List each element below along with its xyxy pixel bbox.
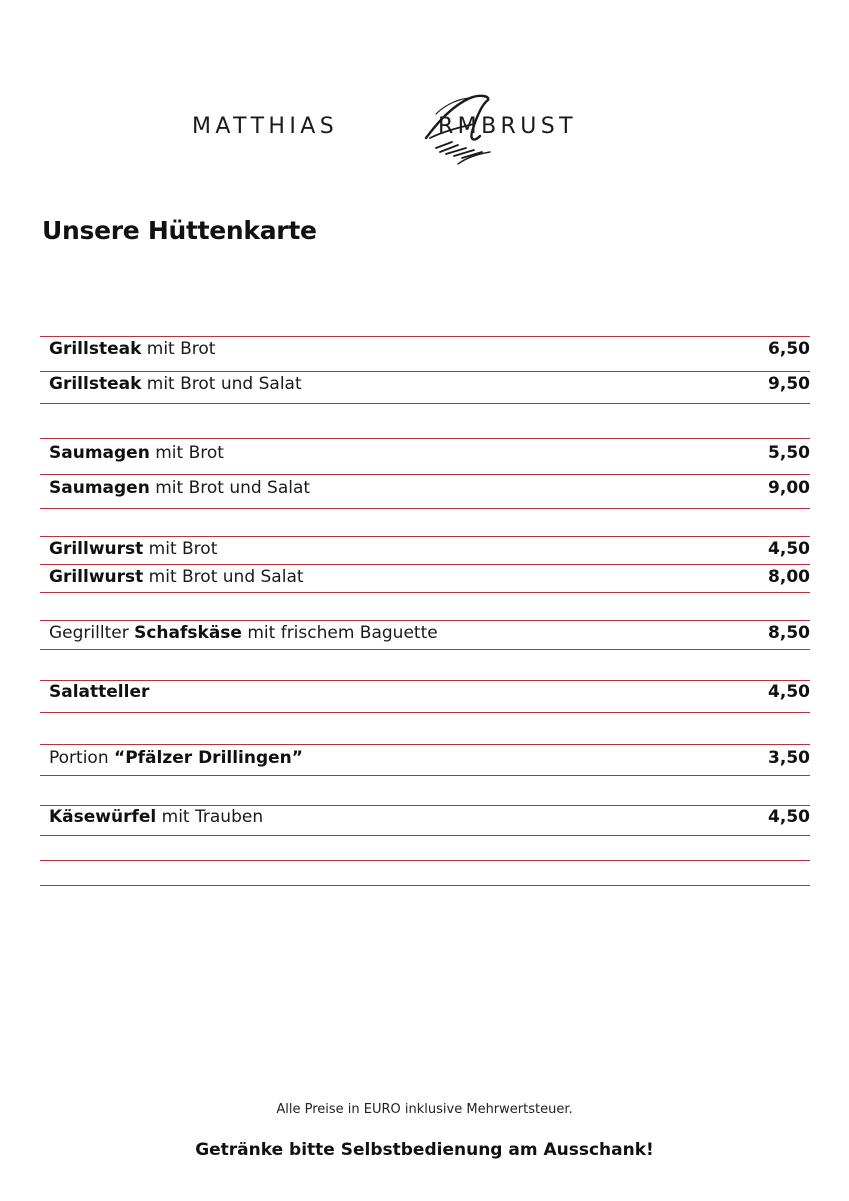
menu-item-price: 4,50 (768, 539, 810, 559)
menu-divider (40, 680, 810, 681)
menu-item-price: 8,50 (768, 623, 810, 643)
menu-item-name: Gegrillter Schafskäse mit frischem Baguette (49, 623, 438, 643)
menu-divider (40, 620, 810, 621)
menu-item-price: 5,50 (768, 443, 810, 463)
menu-divider (40, 860, 810, 861)
menu-divider (40, 336, 810, 337)
menu-divider (40, 536, 810, 537)
menu-divider (40, 508, 810, 509)
menu-divider (40, 744, 810, 745)
menu-item-price: 8,00 (768, 567, 810, 587)
menu-item-price: 9,50 (768, 374, 810, 394)
signature-a-logo-icon (190, 92, 680, 168)
menu-item-name: Grillsteak mit Brot und Salat (49, 374, 302, 394)
menu-item-name: Saumagen mit Brot und Salat (49, 478, 311, 498)
menu-item-price: 4,50 (768, 682, 810, 702)
menu-divider (40, 885, 810, 886)
menu-divider (40, 649, 810, 650)
menu-item-name: Portion “Pfälzer Drillingen” (49, 748, 303, 768)
menu-item-price: 4,50 (768, 807, 810, 827)
menu-divider (40, 474, 810, 475)
menu-item-name: Grillwurst mit Brot und Salat (49, 567, 304, 587)
price-note: Alle Preise in EURO inklusive Mehrwertsteuer. (276, 1102, 573, 1117)
menu-item-price: 6,50 (768, 339, 810, 359)
menu-item-name: Käsewürfel mit Trauben (49, 807, 264, 827)
menu-divider (40, 712, 810, 713)
brand-word-second: RMBRUST (438, 114, 577, 139)
drinks-hint: Getränke bitte Selbstbedienung am Ausschank! (195, 1140, 654, 1160)
page-title: Unsere Hüttenkarte (42, 216, 317, 245)
menu-divider (40, 564, 810, 565)
menu-item-name: Grillsteak mit Brot (49, 339, 216, 359)
menu-item-name: Saumagen mit Brot (49, 443, 224, 463)
menu-divider (40, 592, 810, 593)
menu-item-name: Grillwurst mit Brot (49, 539, 218, 559)
menu-divider (40, 775, 810, 776)
menu-item-price: 9,00 (768, 478, 810, 498)
menu-divider (40, 438, 810, 439)
brand-word-first: MATTHIAS (192, 114, 339, 139)
menu-divider (40, 403, 810, 404)
menu-item-name: Salatteller (49, 682, 150, 702)
menu-divider (40, 835, 810, 836)
menu-item-price: 3,50 (768, 748, 810, 768)
menu-divider (40, 371, 810, 372)
brand-logo (190, 92, 680, 168)
